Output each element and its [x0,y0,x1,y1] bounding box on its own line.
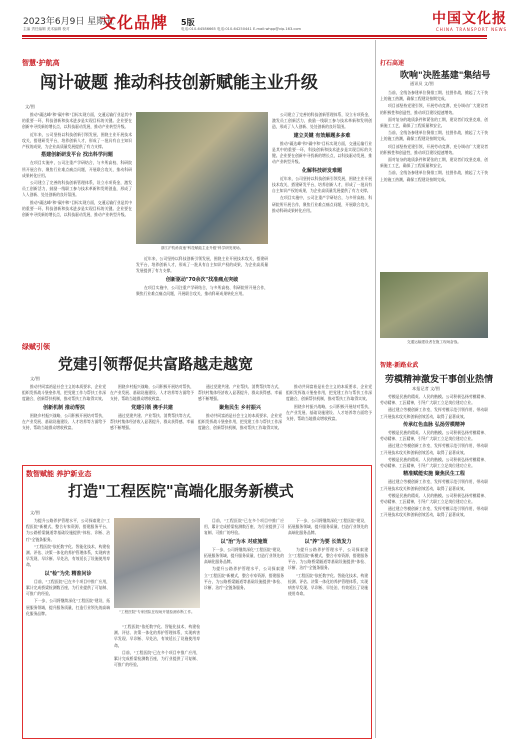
paragraph: 面对复杂的地质条件和紧张的工期，建设者们攻坚克难，创新施工工艺，确保了工程质量和安全。 [380,157,488,169]
paragraph: 推动共同富裕是社会主义的本质要求，企业党组织发挥战斗堡垒作用，把党建工作与帮扶工作深度融合，创新帮扶机制，推动帮扶工作取得实效。 [286,384,372,402]
article-subheading: 精准赋能实施 聚焦民生工程 [403,471,465,478]
article-subheading: 传承红色血脉 弘扬劳模精神 [403,421,465,428]
article-author: 本报记者 文/图 [412,386,440,391]
article-body-col3 [272,112,372,324]
paragraph: 推动共同富裕是社会主义的本质要求，企业党组织发挥战斗堡垒作用，把党建工作与帮扶工作深度融合，创新帮扶机制，推动帮扶工作取得实效。 [198,412,282,431]
paragraph: 劳模是民族的精英、人民的楷模。公司积极弘扬劳模精神、劳动精神、工匠精神，引导广大职工立足岗位建功立业。 [380,456,488,469]
newspaper-logo: 中国文化报 [432,11,507,27]
editor-credits: 主编 责任编辑 美术编辑 校对 [23,27,70,31]
paragraph: 为提升公路养护管理水平，公司探索建立"工程医院"新模式，整合专家资源，搭建服务平台，为公路桥梁隧道等基础设施提供"体检、诊断、治疗"全链条服务。 [26,518,110,542]
paragraph: 近年来，公司坚持以科技创新引领发展，围绕主业开展技术攻关，搭建研发平台，培养创新人才，形成了一批具有自主知识产权的成果，为企业高质量发展提供了有力支撑。 [136,256,268,274]
photo-caption: 交通运输建设者在施工现场奋战。 [407,340,461,344]
paragraph: 通过建立劳模创新工作室，发挥劳模示范引领作用，带动职工开展技术攻关和创新创效活动，取得了显著成效。 [380,506,488,518]
paragraph: 推动"碳达峰"和"碳中和"目标实现方面，交通运输行业是其中的重要一环，科技创新和技术进步是实现目标的关键。企业要在创新中寻找新的增长点，以科技驱动发展，推动产业转型升级。 [22,199,132,218]
header-rule [22,35,487,37]
paragraph: 当前，全线各参建单位倒排工期、挂图作战，掀起了大干快上的施工热潮，确保工程建设按期完成。 [380,90,488,102]
article-headline: 打造"工程医院"高端化服务新模式 [68,482,294,500]
article-kicker: 智建·新路业武 [380,362,419,369]
contact-info: 电话:010-64586665 电话:010-64250441 E-mail:whpp@vip.163.com [181,27,302,31]
paragraph: 劳模是民族的精英、人民的楷模。公司积极弘扬劳模精神、劳动精神、工匠精神，引导广大职工立足岗位建功立业。 [380,492,488,505]
paragraph: 当前，全线各参建单位倒排工期、挂图作战，掀起了大干快上的施工热潮，确保工程建设按期完成。 [380,130,488,142]
article-subheading: 创新机制 推动帮扶 [43,404,85,411]
photo-caption: 浙江沪杭甬高速"科技赋能主业升级"科学研发现场。 [160,246,244,250]
paragraph: "工程医院"依托数字化、智能化技术，构建检测、评估、决策一体化的养护管理体系，实现病害早发现、早诊断、早处治，有效延长了设施使用寿命。 [114,624,200,648]
paragraph: 通过建立劳模创新工作室，发挥劳模示范引领作用，带动职工开展技术攻关和创新创效活动，取得了显著成效。 [380,443,488,455]
article-photo [380,272,488,338]
paragraph: 推动"碳达峰"和"碳中和"目标实现方面，交通运输行业是其中的重要一环，科技创新和技术进步是实现目标的关键。企业要在创新中寻找新的增长点，以科技驱动发展，推动产业转型升级。 [22,112,132,130]
article-body-col4 [286,384,372,462]
article-author: 文/图 [25,104,35,109]
article-body-col3 [204,518,284,734]
article-body [380,394,488,738]
article-subheading: 党建引领 携手共建 [131,404,173,411]
paragraph: "工程医院"依托数字化、智能化技术，构建检测、评估、决策一体化的养护管理体系，实现病害早发现、早诊断、早处治，有效延长了设施使用寿命。 [26,543,110,568]
paragraph: 面对复杂的地质条件和紧张的工期，建设者们攻坚克难，创新施工工艺，确保了工程质量和安全。 [380,116,488,129]
article-headline: 劳模精神激发干事创业热情 [385,375,494,385]
section-title: 文化品牌 [100,13,169,32]
paragraph: 下一步，公司将继续深化"工程医院"建设，拓展服务领域，提升服务质量，打造行业领先的高端化服务品牌。 [26,598,110,616]
paragraph: 推动"碳达峰"和"碳中和"目标实现方面，交通运输行业是其中的重要一环，科技创新和技术进步是实现目标的关键。企业要在创新中寻找新的增长点，以科技驱动发展，推动产业转型升级。 [272,140,372,165]
article-subheading: 化解科技研发难题 [301,167,342,174]
article-body [380,90,488,270]
paragraph: 目前，"工程医院"已在多个项目中推广应用，累计完成桥梁检测数百座，为行业提供了可复制、可推广的经验。 [26,578,110,597]
paragraph: 下一步，公司将继续深化"工程医院"建设，拓展服务领域，提升服务质量，打造行业领先的高端化服务品牌。 [288,518,368,536]
article-body-col2 [114,624,200,734]
paragraph: "工程医院"依托数字化、智能化技术，构建检测、评估、决策一体化的养护管理体系，实现病害早发现、早诊断、早处治，有效延长了设施使用寿命。 [288,572,368,597]
article-body-col2b [136,256,268,326]
article-body-col3 [198,384,282,462]
article-body-col2 [110,384,194,462]
article-body-col1 [26,518,110,734]
article-body-col1 [22,112,132,324]
paragraph: 公司建立了完善的科技创新管理体系，设立专项资金，激发员工创新活力，鼓励一线职工参与技术革新和发明创造，形成了人人创新、处处创新的良好氛围。 [272,112,372,130]
paragraph: 在项目实施中，公司注重产学研结合，与多所高校、科研院所开展合作，聚焦行业难点痛点问题，开展联合攻关，推动科研成果转化应用。 [136,284,268,297]
paragraph: 近年来，公司坚持以科技创新引领发展，围绕主业开展技术攻关，搭建研发平台，培养创新人才，形成了一批具有自主知识产权的成果，为企业高质量发展提供了有力支撑。 [272,175,372,194]
paragraph: 下一步，公司将继续深化"工程医院"建设，拓展服务领域，提升服务质量，打造行业领先的高端化服务品牌。 [204,546,284,565]
article-subheading: 搭建创新研发平台 找出科学问题 [41,152,113,159]
paragraph: 劳模是民族的精英、人民的楷模。公司积极弘扬劳模精神、劳动精神、工匠精神，引导广大职工立足岗位建功立业。 [380,430,488,442]
paragraph: 在项目实施中，公司注重产学研结合，与多所高校、科研院所开展合作，聚焦行业难点痛点问题，开展联合攻关，推动科研成果转化应用。 [22,160,132,178]
column-divider [375,40,376,738]
paragraph: 目前，"工程医院"已在多个项目中推广应用，累计完成桥梁检测数百座，为行业提供了可复制、可推广的经验。 [204,518,284,536]
paragraph: 推动共同富裕是社会主义的本质要求，企业党组织发挥战斗堡垒作用，把党建工作与帮扶工作深度融合，创新帮扶机制，推动帮扶工作取得实效。 [22,384,106,402]
paragraph: 通过建立劳模创新工作室，发挥劳模示范引领作用，带动职工开展技术攻关和创新创效活动，取得了显著成效。 [380,479,488,491]
article-photo [114,518,200,608]
paragraph: 近年来，公司坚持以科技创新引领发展，围绕主业开展技术攻关，搭建研发平台，培养创新人才，形成了一批具有自主知识产权的成果，为企业高质量发展提供了有力支撑。 [22,131,132,150]
paragraph: 目前，"工程医院"已在多个项目中推广应用，累计完成桥梁检测数百座，为行业提供了可复制、可推广的经验。 [114,649,200,668]
article-subheading: 建立关键 有效解题多多难 [293,132,351,139]
photo-caption: "工程医院"专家团队在现场开展检测诊断工作。 [119,610,195,614]
page-number: 5版 [181,18,195,27]
article-subheading: 以"治"为本 对症施策 [220,538,268,545]
paragraph: 为提升公路养护管理水平，公司探索建立"工程医院"新模式，整合专家资源，搭建服务平台，为公路桥梁隧道等基础设施提供"体检、诊断、治疗"全链条服务。 [204,566,284,591]
article-subheading: 创新驱动"70余次"找准痛点突破 [165,276,239,283]
article-kicker: 绿赋引领 [22,343,50,351]
paragraph: 在项目实施中，公司注重产学研结合，与多所高校、科研院所开展合作，聚焦行业难点痛点问题，开展联合攻关，推动科研成果转化应用。 [272,195,372,213]
paragraph: 围绕乡村振兴战略，公司积极开展结对帮扶，在产业发展、基础设施建设、人才培养等方面给予支持，帮助当地群众增收致富。 [110,384,194,402]
paragraph: 劳模是民族的精英、人民的楷模。公司积极弘扬劳模精神、劳动精神、工匠精神，引导广大职工立足岗位建功立业。 [380,394,488,406]
paragraph: 通过党建共建、产业帮扶、消费帮扶等方式，帮扶村集体经济收入显著提升，群众获得感、幸福感不断增强。 [198,384,282,402]
paragraph: 为提升公路养护管理水平，公司探索建立"工程医院"新模式，整合专家资源，搭建服务平台，为公路桥梁隧道等基础设施提供"体检、诊断、治疗"全链条服务。 [288,546,368,571]
article-author: 文/图 [30,376,40,381]
paragraph: 公司建立了完善的科技创新管理体系，设立专项资金，激发员工创新活力，鼓励一线职工参与技术革新和发明创造，形成了人人创新、处处创新的良好氛围。 [22,180,132,198]
article-subheading: 聚焦民生 乡村振兴 [219,404,261,411]
paragraph: 项目部坚持党建引领，开展劳动竞赛，充分调动广大建设者的积极性和创造性，推动项目建设提速增效。 [380,103,488,115]
paragraph: 当前，全线各参建单位倒排工期、挂图作战，掀起了大干快上的施工热潮，确保工程建设按期完成。 [380,170,488,182]
header-rule-thin [22,38,487,39]
article-kicker: 智慧·护航高 [22,59,60,67]
article-headline: 党建引领帮促共富路越走越宽 [58,355,254,373]
article-body-col1 [22,384,106,462]
newspaper-logo-en: CHINA TRANSPORT NEWS [436,27,508,32]
article-subheading: 以"养"为要 长效发力 [304,538,352,545]
article-headline: 闯计破题 推动科技创新赋能主业升级 [40,73,318,93]
article-author: 通讯员 文/图 [410,81,434,86]
issue-date: 2023年6月9日 星期五 [23,17,115,27]
paragraph: 围绕乡村振兴战略，公司积极开展结对帮扶，在产业发展、基础设施建设、人才培养等方面给予支持，帮助当地群众增收致富。 [286,403,372,422]
article-author: 文/图 [30,510,40,515]
article-headline: 吹响"决胜基建"集结号 [400,71,491,81]
paragraph: 项目部坚持党建引领，开展劳动竞赛，充分调动广大建设者的积极性和创造性，推动项目建设提速增效。 [380,143,488,155]
article-photo [136,112,268,244]
paragraph: 围绕乡村振兴战略，公司积极开展结对帮扶，在产业发展、基础设施建设、人才培养等方面给予支持，帮助当地群众增收致富。 [22,412,106,431]
paragraph: 通过建立劳模创新工作室，发挥劳模示范引领作用，带动职工开展技术攻关和创新创效活动，取得了显著成效。 [380,407,488,419]
article-kicker: 数智赋能 养护新业态 [26,470,92,478]
article-body-col4 [288,518,368,734]
article-subheading: 以"检"为先 精准问诊 [44,570,92,577]
paragraph: 通过党建共建、产业帮扶、消费帮扶等方式，帮扶村集体经济收入显著提升，群众获得感、幸福感不断增强。 [110,412,194,431]
article-kicker: 打石高速 [380,60,405,67]
